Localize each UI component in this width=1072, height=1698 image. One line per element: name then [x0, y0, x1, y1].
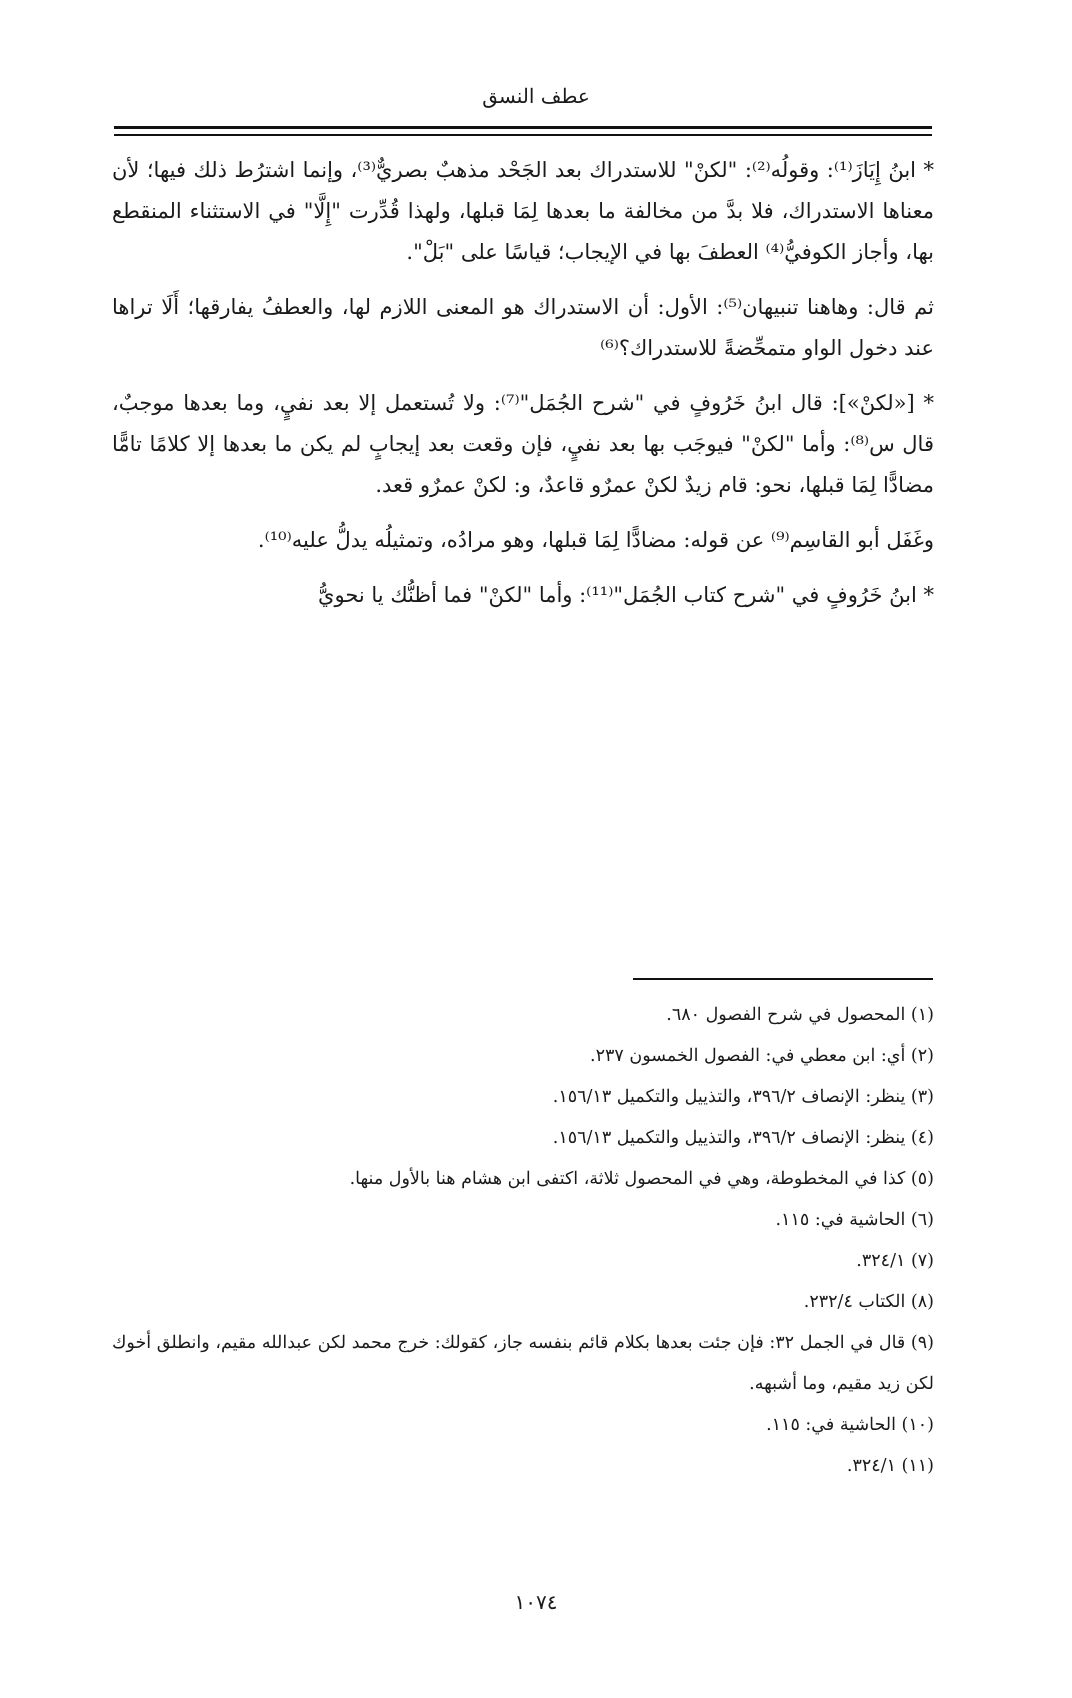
footnotes: [112, 995, 934, 1487]
paragraph: * ابنُ خَرُوفٍ في "شرح كتاب الجُمَل"⁽¹¹⁾: وأما "لكنْ" فما أظنُّك يا نحويُّ: [318, 583, 934, 607]
running-header: عطف النسق: [482, 84, 590, 108]
footnote: (٨) الكتاب ٢٣٢/٤.: [803, 1292, 934, 1312]
footnote: (١١) ٣٢٤/١.: [846, 1456, 934, 1476]
header-rule-thin: [114, 134, 932, 136]
footnote: (٩) قال في الجمل ٣٢: فإن جئت بعدها بكلام قائم بنفسه جاز، كقولك: خرج محمد لكن عبدالله مقيم، وانطلق أخوك لكن زيد مقيم، وما أشبهه.: [112, 1333, 934, 1394]
paragraph: * ابنُ إِيَازَ⁽¹⁾: وقولُه⁽²⁾: "لكنْ" للاستدراك بعد الجَحْد مذهبٌ بصريٌّ⁽³⁾، وإنما اشترُط ذلك فيها؛ لأن معناها الاستدراك، فلا بدَّ من مخالفة ما بعدها لِمَا قبلها، ولهذا قُدِّرت "إِلَّا" في الاستثناء المنقطع بها، وأجاز الكوفيُّ⁽⁴⁾ العطفَ بها في الإيجاب؛ قياسًا على "بَلْ".: [112, 158, 934, 264]
footnote: (٦) الحاشية في: ١١٥.: [775, 1210, 934, 1230]
paragraph: وغَفَل أبو القاسِم⁽⁹⁾ عن قوله: مضادًّا لِمَا قبلها، وهو مرادُه، وتمثيلُه يدلُّ عليه⁽¹⁰⁾.: [257, 528, 934, 552]
paragraph: * [«لكنْ»]: قال ابنُ خَرُوفٍ في "شرح الجُمَل"⁽⁷⁾: ولا تُستعمل إلا بعد نفيٍ، وما بعدها موجبٌ، قال س⁽⁸⁾: وأما "لكنْ" فيوجَب بها بعد نفيٍ، فإن وقعت بعد إيجابٍ لم يكن ما بعدها إلا كلامًا تامًّا مضادًّا لِمَا قبلها، نحو: قام زيدٌ لكنْ عمرٌو قاعدٌ، و: لكنْ عمرٌو قعد.: [112, 391, 934, 497]
footnote: (٤) ينظر: الإنصاف ٣٩٦/٢، والتذييل والتكميل ١٥٦/١٣.: [552, 1128, 934, 1148]
footnote: (١٠) الحاشية في: ١١٥.: [766, 1415, 934, 1435]
footnote: (٥) كذا في المخطوطة، وهي في المحصول ثلاثة، اكتفى ابن هشام هنا بالأول منها.: [349, 1169, 934, 1189]
footnote: (٧) ٣٢٤/١.: [856, 1251, 934, 1271]
main-text: [112, 150, 934, 630]
footnote: (٣) ينظر: الإنصاف ٣٩٦/٢، والتذييل والتكميل ١٥٦/١٣.: [552, 1087, 934, 1107]
footnote: (٢) أي: ابن معطي في: الفصول الخمسون ٢٣٧.: [590, 1046, 934, 1066]
page-number: ١٠٧٤: [514, 1590, 558, 1614]
footnote-separator: [633, 978, 933, 980]
footnote: (١) المحصول في شرح الفصول ٦٨٠.: [666, 1005, 934, 1025]
header-rule-thick: [114, 126, 932, 129]
paragraph: ثم قال: وهاهنا تنبيهان⁽⁵⁾: الأول: أن الاستدراك هو المعنى اللازم لها، والعطفُ يفارقها؛ أَلَا تراها عند دخول الواو متمحِّضةً للاستدراك؟⁽⁶⁾: [112, 295, 934, 360]
